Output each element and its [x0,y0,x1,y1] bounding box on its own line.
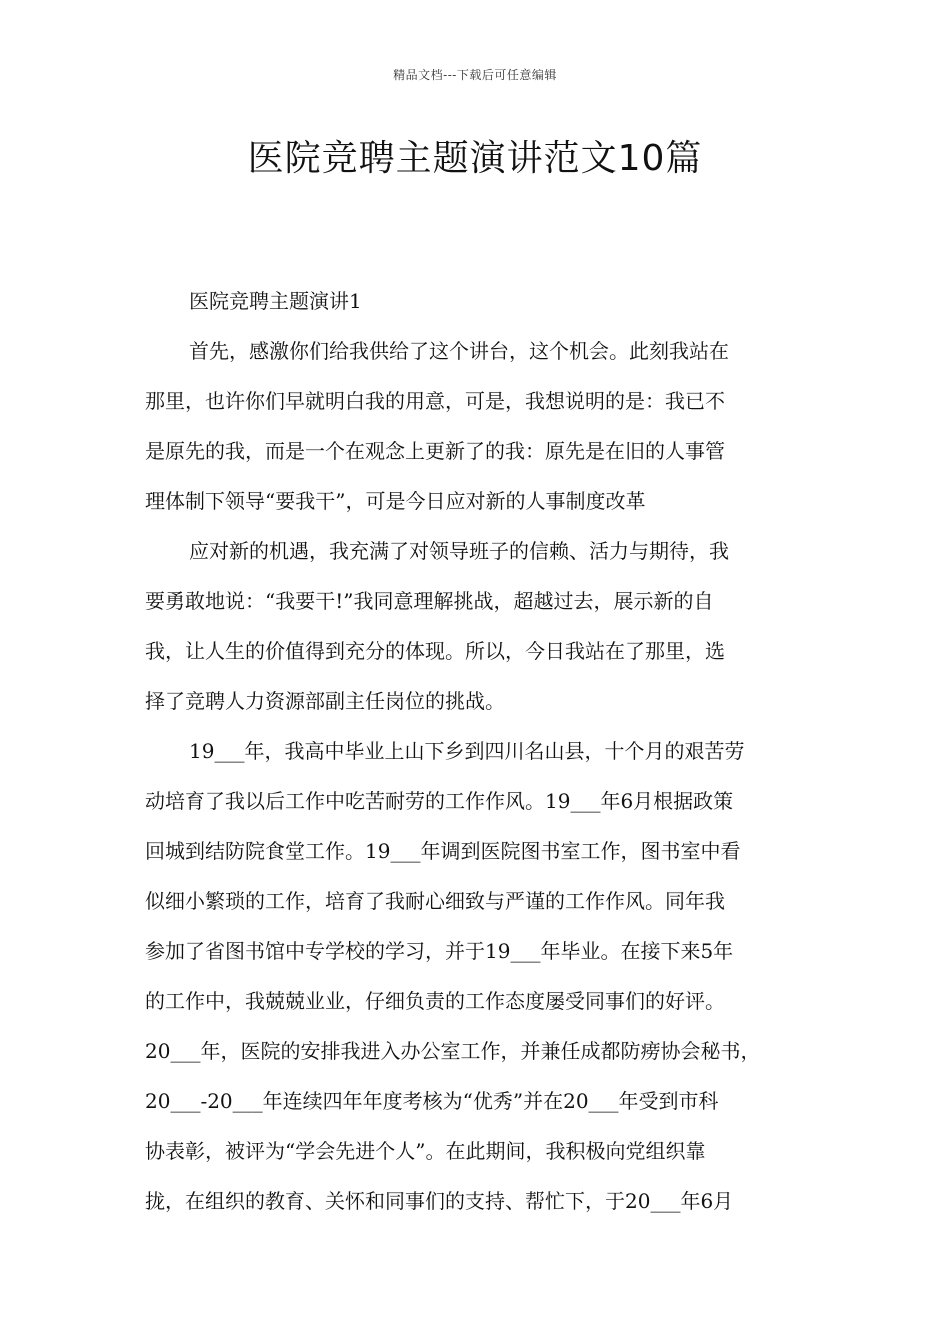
body-line: 我，让人生的价值得到充分的体现。所以，今日我站在了那里，选 [145,639,725,663]
body-line: 的工作中，我兢兢业业，仔细负责的工作态度屡受同事们的好评。 [145,989,725,1013]
body-line: 是原先的我，而是一个在观念上更新了的我：原先是在旧的人事管 [145,439,725,463]
header-note: 精品文档---下载后可任意编辑 [393,68,557,82]
body-line: 应对新的机遇，我充满了对领导班子的信赖、活力与期待，我 [189,539,729,563]
body-line: 那里，也许你们早就明白我的用意，可是，我想说明的是：我已不 [145,389,725,413]
document-title: 医院竞聘主题演讲范文10篇 [247,138,703,179]
body-line: 医院竞聘主题演讲1 [189,289,362,313]
body-line: 择了竞聘人力资源部副主任岗位的挑战。 [145,689,505,713]
body-line: 协表彰，被评为“学会先进个人”。在此期间，我积极向党组织靠 [145,1139,706,1163]
body-line: 动培育了我以后工作中吃苦耐劳的工作作风。19___年6月根据政策 [145,789,734,813]
document-body [145,276,810,1226]
body-line: 20___-20___年连续四年年度考核为“优秀”并在20___年受到市科 [145,1089,719,1113]
body-line: 参加了省图书馆中专学校的学习，并于19___年毕业。在接下来5年 [145,939,734,963]
body-line: 要勇敢地说：“我要干!”我同意理解挑战，超越过去，展示新的自 [145,589,714,613]
body-line: 19___年，我高中毕业上山下乡到四川名山县，十个月的艰苦劳 [189,739,745,763]
body-line: 首先，感激你们给我供给了这个讲台，这个机会。此刻我站在 [189,339,729,363]
body-line: 20___年，医院的安排我进入办公室工作，并兼任成都防痨协会秘书， [145,1039,761,1063]
body-line: 似细小繁琐的工作，培育了我耐心细致与严谨的工作作风。同年我 [145,889,725,913]
body-line: 回城到结防院食堂工作。19___年调到医院图书室工作，图书室中看 [145,839,741,863]
body-line: 理体制下领导“要我干”，可是今日应对新的人事制度改革 [145,489,646,513]
body-line: 拢，在组织的教育、关怀和同事们的支持、帮忙下，于20___年6月 [145,1189,734,1213]
